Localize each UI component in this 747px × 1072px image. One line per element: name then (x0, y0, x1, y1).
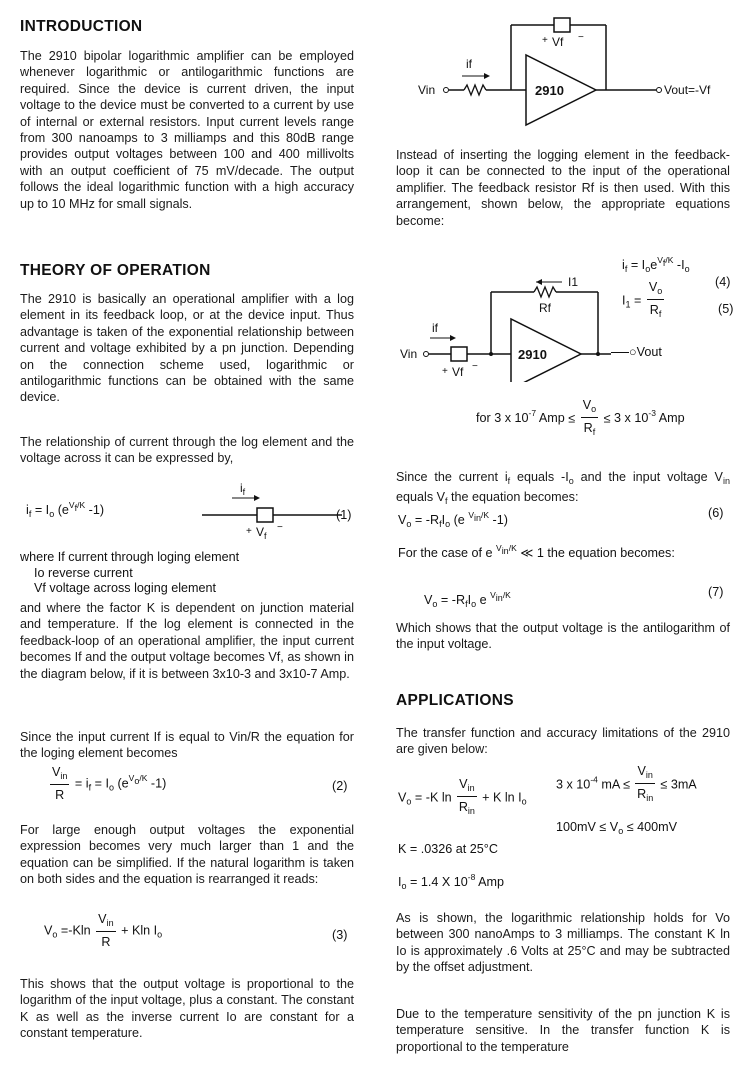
applications-heading: APPLICATIONS (396, 692, 514, 709)
fig2-if-label: if (432, 321, 438, 335)
equation-7-number: (7) (708, 585, 724, 599)
theory-paragraph-1: The 2910 is basically an operational amplifier with a log element in its feedback loop, or at the device input. Thus advantage is taken of the exponential relationship between current and voltage exhibited by a pn junction. Depending on the connection scheme used, logarithmic or antilogarithmic functions can be obtained with the same device. (20, 292, 354, 405)
equation-4: $i_f = I_oe^{V_f/K}$ $-I_o$ (622, 255, 690, 274)
introduction-paragraph: The 2910 bipolar logarithmic amplifier can be employed whenever logarithmic or antilogarithmic functions are required. Since the device is current driven, the input voltage to the device must be converted to a current by use of internal or external resistors. Input current levels range from 300 nanoamps to 3 milliamps and this 80dB range provides output voltages between 100 and 400 millivolts with an output coefficient of 75 mV/decade. The output follows the ideal logarithmic function with a high accuracy up to 10 MHz for small signals. (20, 49, 354, 211)
fig2-vin-label: Vin (400, 347, 418, 361)
svg-text:+: + (246, 526, 252, 537)
log-amplifier-diagram (406, 10, 731, 130)
fig1-if-label: if (466, 57, 472, 71)
theory-paragraph-4: Since the input current If is equal to Vin/R the equation for the loging element becomes (20, 730, 354, 761)
equation-2-number: (2) (332, 779, 348, 793)
svg-text:+: + (542, 35, 548, 46)
log-element-symbol (202, 480, 347, 540)
transfer-function: $V_o = -K$ ln $\frac{V_{in}}{R_{in}}$ + K $\ln I_o$ (398, 777, 527, 816)
right-paragraph-3: Which shows that the output voltage is the antilogarithm of the input voltage. (396, 621, 730, 652)
fig2-chip-label: 2910 (518, 347, 547, 362)
applications-paragraph-2: As is shown, the logarithmic relationship holds for Vo between 300 nanoAmps to 3 milliamps. The constant K ln Io is approximately .6 Volts at 25°C and may be subtracted by the offset adjustment. (396, 911, 730, 975)
equation-1-number: (1) (336, 508, 352, 522)
current-limits: 3 x $10^{-4}$ mA ≤ $\frac{V_{in}}{R_{in}}$ ≤ 3mA (556, 764, 697, 803)
range-lower: for 3 x $10^{-7}$ Amp (476, 408, 565, 426)
svg-text:if: $i_f$ (240, 481, 246, 497)
definition-vf: Vf voltage across loging element (34, 581, 217, 595)
right-paragraph-1: Instead of inserting the logging element in the feedback-loop it can be connected to the input of the operational amplifier. The feedback resistor Rf is then used. With this arrangement, shown below, the appropriate equations become: (396, 148, 730, 228)
equation-7: $V_o = -R_fI_o$ e $^{V_{in}/K}$ (424, 590, 511, 609)
fig2-output: ○Vout (611, 345, 662, 359)
fig1-vin-label: Vin (418, 83, 436, 97)
voltage-limits: $100mV \le V_o \le 400mV$ (556, 820, 678, 836)
theory-paragraph-5: For large enough output voltages the exponential expression becomes very much larger than 1 and the equation can be simplified. If the natural logarithm is taken on both sides and the equation is rearranged it reads: (20, 823, 354, 887)
io-constant: $I_o = 1.4$ X $10^{-8}$ Amp (398, 872, 505, 891)
definitions (20, 550, 354, 597)
equation-1: $i_f = I_o$ ($e^{V_f/K}$ -1) (26, 500, 105, 519)
range-upper: 3 x $10^{-3}$ Amp (614, 408, 685, 426)
equation-3: $V_o =-Kln$ $\frac{V_{in}}{R}$ + Kln $I_o$ (44, 912, 163, 949)
applications-paragraph-1: The transfer function and accuracy limitations of the 2910 are given below: (396, 726, 730, 757)
definition-io: Io reverse current (34, 565, 133, 580)
fig2-vf-label: Vf (452, 365, 464, 379)
equation-3-number: (3) (332, 928, 348, 942)
equation-2: $\frac{V_{in}}{R}$ = $i_f = I_o$ ($e^{V_o/K}$ -1) (52, 765, 167, 802)
equation-5-number: (5) (718, 302, 734, 316)
equation-6: $V_o = -R_fI_o$ (e $^{V_{in}/K}$ -1) (398, 510, 508, 529)
definition-if: where If current through loging element (20, 550, 240, 564)
svg-text:−: − (578, 32, 584, 43)
equation-5: $I_1$ = $\frac{V_o}{R_f}$ (622, 280, 663, 319)
svg-text:−: − (277, 522, 283, 533)
fig2-rf-label: Rf (539, 301, 551, 315)
svg-text:Vf: $V_f$ (256, 525, 267, 540)
fig1-vout-label: Vout=-Vf (664, 83, 711, 97)
right-paragraph-2: Since the current $i_f$ equals $-I_o$ and the input voltage $V_{in}$ equals $V_f$ the equation becomes: (396, 470, 730, 507)
theory-heading: THEORY OF OPERATION (20, 262, 211, 279)
introduction-heading: INTRODUCTION (20, 18, 143, 35)
svg-text:+: + (442, 366, 448, 377)
theory-paragraph-3: and where the factor K is dependent on junction material and temperature. If the log element is connected in the feedback-loop of an operational amplifier, the input current becomes If and the output voltage becomes Vf, as shown in the diagram below, if it is between 3x10-3 and 3x10-7 Amp. (20, 601, 354, 681)
equation-6-number: (6) (708, 506, 724, 520)
antilog-amplifier-diagram (396, 262, 611, 382)
fig2-i1-label: I1 (568, 275, 579, 289)
theory-paragraph-6: This shows that the output voltage is proportional to the logarithm of the input voltage, plus a constant. The constant K as well as the inverse current Io are constant for a constant temperature. (20, 977, 354, 1041)
fig1-vf-label: Vf (552, 35, 564, 49)
theory-paragraph-2: The relationship of current through the log element and the voltage across it can be expressed by, (20, 435, 354, 466)
svg-text:−: − (472, 361, 478, 372)
fig1-chip-label: 2910 (535, 83, 564, 98)
fig2-vout-label: Vout (636, 345, 662, 359)
applications-paragraph-3: Due to the temperature sensitivity of the pn junction K is temperature sensitive. In the transfer function K is proportional to the temperature (396, 1007, 730, 1054)
equation-4-number: (4) (715, 275, 731, 289)
k-constant: K = .0326 at 25°C (398, 842, 498, 856)
range-inequality: for 3 x $10^{-7}$ Amp ≤ $\frac{V_o}{R_f}$ ≤ 3 x $10^{-3}$ Amp (476, 398, 685, 437)
case-statement: For the case of e $^{V_{in}/K}$ ≪ 1 the equation becomes: (398, 543, 675, 560)
